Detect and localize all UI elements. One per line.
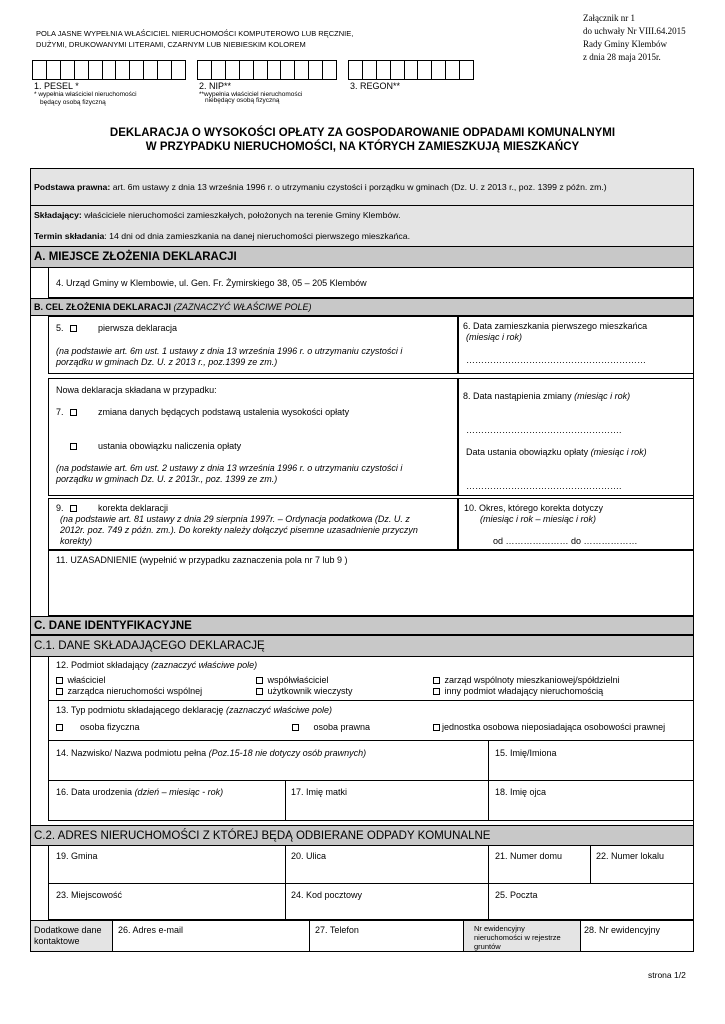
field-19-label: 19. Gmina [56,851,98,861]
nip-label: 2. NIP** [199,81,232,91]
field-13-legal-person[interactable]: osoba prawna [292,722,370,733]
field-5-basis-2: porządku w gminach Dz. U. z 2013 r., poz.1399 ze zm.) [56,357,278,367]
regon-input[interactable] [348,60,474,80]
field-9-checkbox[interactable] [70,505,77,512]
field-8-input[interactable]: ……………………………………………. [466,425,622,435]
field-5-basis-1: (na podstawie art. 6m ust. 1 ustawy z dnia 13 września 1996 r. o utrzymaniu czystości i [56,346,403,356]
pesel-input[interactable] [32,60,186,80]
field-9-basis-2: 2012r. poz. 749 z późn. zm.). Do korekty należy dołączyć pisemne uzasadnienie przyczyn [60,525,418,535]
field-12-perpetual-user[interactable]: użytkownik wieczysty [256,686,353,697]
field-5-checkbox[interactable] [70,325,77,332]
nip-input[interactable] [197,60,337,80]
legal-basis: Podstawa prawna: art. 6m ustawy z dnia 13 września 1996 r. o utrzymaniu czystości i porządku w gminach (Dz. U. z 2013 r., poz. 1399 z późn. zm.) [34,182,607,192]
field-11-label: 11. UZASADNIENIE (wypełnić w przypadku zaznaczenia pola nr 7 lub 9 ) [56,555,348,565]
field-7-change-label: zmiana danych będących podstawą ustalenia wysokości opłaty [98,407,350,417]
field-7-end-checkbox[interactable] [70,443,77,450]
field-10-input[interactable]: od ………………… do ……………… [493,536,638,546]
section-c1-title: C.1. DANE SKŁADAJĄCEGO DEKLARACJĘ [34,640,265,652]
field-6-note: (miesiąc i rok) [466,332,523,342]
checkbox-icon[interactable] [256,688,263,695]
field-12-community-board[interactable]: zarząd wspólnoty mieszkaniowej/spółdzielni [433,675,620,686]
declaration-title-line-2: W PRZYPADKU NIERUCHOMOŚCI, NA KTÓRYCH ZAMIESZKUJĄ MIESZKAŃCY [145,141,580,153]
field-17-label: 17. Imię matki [291,787,348,797]
section-a-title: A. MIEJSCE ZŁOŻENIA DEKLARACJI [34,251,237,263]
attachment-line-1: Załącznik nr 1 [583,13,635,23]
extra-contact-label-1: Dodatkowe dane [34,925,102,935]
pesel-note-2: będący osobą fizyczną [40,99,106,106]
field-12-manager[interactable]: zarządca nieruchomości wspólnej [56,686,202,697]
checkbox-icon[interactable] [56,724,63,731]
field-7-num: 7. [56,407,64,417]
field-12-co-owner[interactable]: współwłaściciel [256,675,329,686]
land-registry-label-1: Nr ewidencyjny [474,924,525,933]
extra-contact-label-2: kontaktowe [34,936,80,946]
deadline: Termin składania: 14 dni od dnia zamieszkania na danej nieruchomości pierwszego mieszkańca. [34,231,411,241]
field-8b-label: Data ustania obowiązku opłaty (miesiąc i rok) [466,447,647,457]
field-7-basis-1: (na podstawie art. 6m ust. 2 ustawy z dnia 13 września 1996 r. o utrzymaniu czystości i [56,463,403,473]
declaration-title-line-1: DEKLARACJA O WYSOKOŚCI OPŁATY ZA GOSPODAROWANIE ODPADAMI KOMUNALNYMI [109,127,616,139]
checkbox-icon[interactable] [256,677,263,684]
field-25-label: 25. Poczta [495,890,538,900]
section-c2-title: C.2. ADRES NIERUCHOMOŚCI Z KTÓREJ BĘDĄ ODBIERANE ODPADY KOMUNALNE [34,830,491,842]
instruction-line-1: POLA JASNE WYPEŁNIA WŁAŚCICIEL NIERUCHOMOŚCI KOMPUTEROWO LUB RĘCZNIE, [36,29,354,38]
field-9-basis-3: korekty) [60,536,93,546]
section-c-title: C. DANE IDENTYFIKACYJNE [34,620,192,632]
regon-label: 3. REGON** [350,81,401,91]
field-5-label: pierwsza deklaracja [98,323,178,333]
field-28-label[interactable]: 28. Nr ewidencyjny [584,925,661,935]
checkbox-icon[interactable] [56,677,63,684]
field-20-label: 20. Ulica [291,851,327,861]
field-4-text: 4. Urząd Gminy w Klembowie, ul. Gen. Fr. Żymirskiego 38, 05 – 205 Klembów [56,278,367,288]
submitter: Składający: właściciele nieruchomości zamieszkałych, położonych na terenie Gminy Klembów. [34,210,401,220]
section-b-title: B. CEL ZŁOŻENIA DEKLARACJI (ZAZNACZYĆ WŁAŚCIWE POLE) [34,302,312,312]
land-registry-label-3: gruntów [474,942,501,951]
checkbox-icon[interactable] [433,724,440,731]
field-12-owner[interactable]: właściciel [56,675,106,686]
checkbox-icon[interactable] [56,688,63,695]
new-declaration-label: Nowa deklaracja składana w przypadku: [56,385,217,395]
field-9-num: 9. [56,503,64,513]
field-9-basis-1: (na podstawie art. 81 ustawy z dnia 29 sierpnia 1997r. – Ordynacja podatkowa (Dz. U. z [60,514,410,524]
field-13-natural-person[interactable]: osoba fizyczna [56,722,140,733]
attachment-line-3: Rady Gminy Klembów [583,39,667,49]
nip-note: **wypełnia właściciel nieruchomości [199,91,303,98]
checkbox-icon[interactable] [433,688,440,695]
field-5-num: 5. [56,323,64,333]
field-15-box[interactable] [489,741,694,781]
field-21-label: 21. Numer domu [495,851,563,861]
pesel-note: * wypełnia właściciel nieruchomości [34,91,137,98]
field-8-label: 8. Data nastąpienia zmiany (miesiąc i rok) [463,391,631,401]
field-13-label: 13. Typ podmiotu składającego deklarację (zaznaczyć właściwe pole) [56,705,332,715]
pesel-label: 1. PESEL * [34,81,79,91]
page-number: strona 1/2 [648,970,686,980]
field-10-label: 10. Okres, którego korekta dotyczy [464,503,604,513]
field-6-input[interactable]: …………………………………………………… [466,355,646,365]
field-6-label: 6. Data zamieszkania pierwszego mieszkańca [463,321,648,331]
field-24-label: 24. Kod pocztowy [291,890,363,900]
field-23-label: 23. Miejscowość [56,890,123,900]
field-27-label[interactable]: 27. Telefon [315,925,359,935]
field-22-label: 22. Numer lokalu [596,851,665,861]
checkbox-icon[interactable] [292,724,299,731]
instruction-line-2: DUŻYMI, DRUKOWANYMI LITERAMI, CZARNYM LUB NIEBIESKIM KOLOREM [36,40,306,49]
field-14-label: 14. Nazwisko/ Nazwa podmiotu pełna (Poz.15-18 nie dotyczy osób prawnych) [56,748,367,758]
land-registry-label-2: nieruchomości w rejestrze [474,933,561,942]
attachment-line-2: do uchwały Nr VIII.64.2015 [583,26,686,36]
field-7-basis-2: porządku w gminach Dz. U. z 2013r., poz. 1399 ze zm.) [56,474,278,484]
field-16-label: 16. Data urodzenia (dzień – miesiąc - rok) [56,787,224,797]
nip-note-2: niebędący osobą fizyczną [205,97,280,104]
field-13-unincorporated[interactable]: jednostka osobowa nieposiadająca osobowości prawnej [433,722,665,733]
field-12-other[interactable]: inny podmiot władający nieruchomością [433,686,603,697]
field-14-box[interactable] [48,741,489,781]
field-10-note: (miesiąc i rok – miesiąc i rok) [480,514,597,524]
field-7-change-checkbox[interactable] [70,409,77,416]
field-8b-input[interactable]: ……………………………………………. [466,481,622,491]
field-7-end-label: ustania obowiązku naliczenia opłaty [98,441,242,451]
field-12-label: 12. Podmiot składający (zaznaczyć właściwe pole) [56,660,258,670]
field-9-label: korekta deklaracji [98,503,169,513]
field-15-label: 15. Imię/Imiona [495,748,557,758]
field-18-label: 18. Imię ojca [495,787,547,797]
attachment-line-4: z dnia 28 maja 2015r. [583,52,661,62]
checkbox-icon[interactable] [433,677,440,684]
field-26-label[interactable]: 26. Adres e-mail [118,925,184,935]
